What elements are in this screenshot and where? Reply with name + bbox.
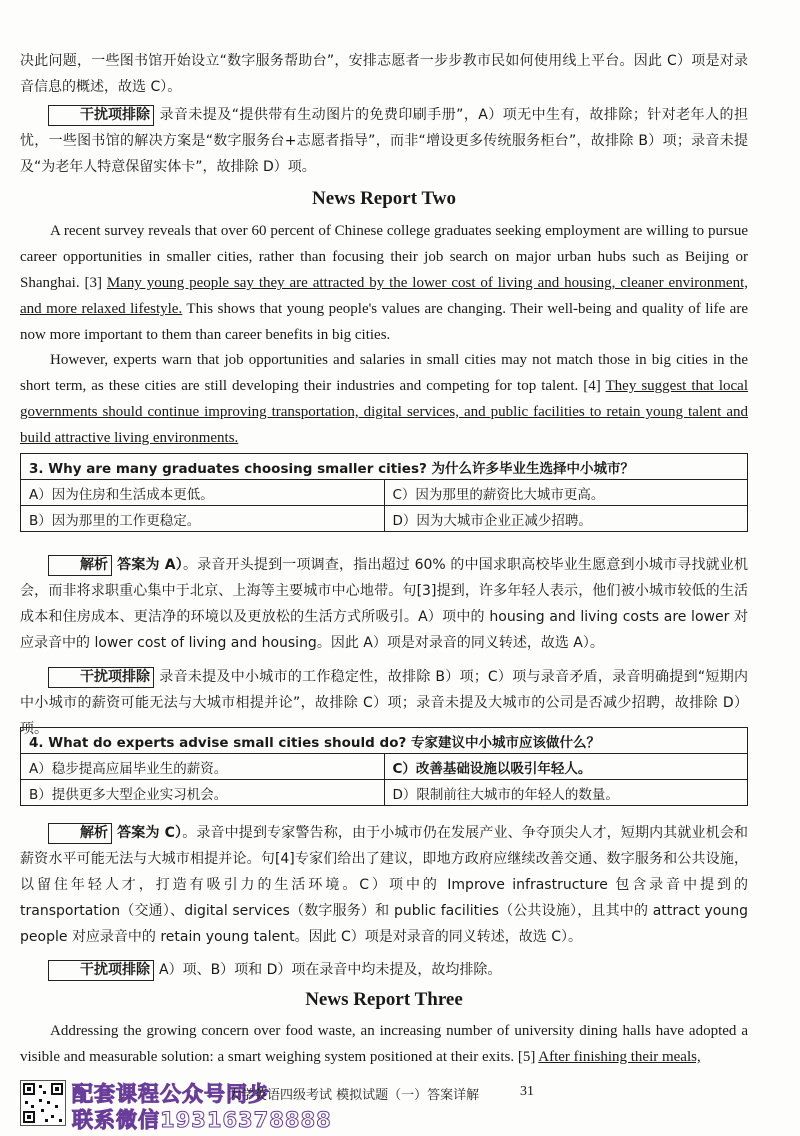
- intro-text: 决此问题，一些图书馆开始设立“数字服务帮助台”，安排志愿者一步步教市民如何使用线上平台。因此 C）项是对录音信息的概述，故选 C）。: [20, 53, 748, 95]
- r3-text-a: Addressing the growing concern over food waste, an increasing number of university dining halls have adopted a visible and measurable solution: a smart weighing system positioned at their exits.: [20, 1023, 748, 1065]
- report-two-paragraph-2: [20, 347, 748, 451]
- q3-analysis-text: 。录音开头提到一项调查，指出超过 60% 的中国求职高校毕业生愿意到小城市寻找就业机会，而非将求职重心集中于北京、上海等主要城市中心地带。句[3]提到，许多年轻人表示，他们被小城市较低的生活成本和住房成本、更洁净的环境以及更放松的生活方式所吸引。A）项中的 housing and living costs are lower 对应录音中的 lower cost of living and housing。因此 A）项是对录音的同义转述，故选 A）。: [20, 557, 748, 651]
- analysis-tag: 解析: [48, 555, 112, 576]
- question-4-table: [20, 727, 748, 806]
- analysis-tag: 解析: [48, 823, 112, 844]
- p1-text-a: A recent survey reveals that over 60 percent of Chinese college graduates seeking employment are willing to pursue career opportunities in smaller cities, rather than focusing their job search on major urban hubs such as Beijing or Shanghai.: [20, 223, 748, 291]
- question-4-stem: 4. What do experts advise small cities should do? 专家建议中小城市应该做什么？: [21, 728, 748, 754]
- q3-option-c: C）因为那里的薪资比大城市更高。: [384, 480, 748, 506]
- q4-distractor-text: A）项、B）项和 D）项在录音中均未提及，故均排除。: [159, 962, 502, 978]
- page-number: 31: [520, 1084, 534, 1099]
- underlined-sentence-3: Many young people say they are attracted by the lower cost of living and housing, cleaner environment, and more relaxed lifestyle.: [20, 275, 749, 317]
- underlined-sentence-4: They suggest that local governments should continue improving transportation, digital services, and public facilities to retain young talent and build attractive living environments.: [20, 378, 748, 446]
- intro-paragraph: [20, 48, 748, 100]
- report-two-paragraph-1: [20, 218, 748, 348]
- p2-text-a: However, experts warn that job opportunities and salaries in small cities may not match those in big cities in the short term, as these cities are still developing their industries and competing for top talent.: [20, 352, 748, 394]
- qr-code-icon: [20, 1080, 66, 1126]
- q3-option-b: B）因为那里的工作更稳定。: [21, 506, 385, 532]
- q4-option-b: B）提供更多大型企业实习机会。: [21, 780, 385, 806]
- report-three-title: News Report Three: [305, 989, 463, 1010]
- report-three-paragraph-1: [20, 1018, 748, 1070]
- promo-line-2: 联系微信19316378888: [72, 1108, 332, 1132]
- q4-option-c: C）改善基础设施以吸引年轻人。: [384, 754, 748, 780]
- q4-option-a: A）稳步提高应届毕业生的薪资。: [21, 754, 385, 780]
- underlined-sentence-5: After finishing their meals,: [538, 1049, 701, 1065]
- q3-option-d: D）因为大城市企业正减少招聘。: [384, 506, 748, 532]
- q4-analysis-text: 。录音中提到专家警告称，由于小城市仍在发展产业、争夺顶尖人才，短期内其就业机会和薪资水平可能无法与大城市相提并论。句[4]专家们给出了建议，即地方政府应继续改善交通、数字服务和公共设施，以留住年轻人才，打造有吸引力的生活环境。C）项中的 Improve infrastructure 包含录音中提到的 transportation（交通）、digital services（数字服务）和 public facilities（公共设施），且其中的 attract young people 对应录音中的 retain young talent。因此 C）项是对录音的同义转述，故选 C）。: [20, 825, 749, 945]
- distractor-tag: 干扰项排除: [48, 667, 154, 688]
- distractor-text: 录音未提及“提供带有生动图片的免费印刷手册”，A）项无中生有，故排除；针对老年人的担忧，一些图书馆的解决方案是“数字服务台+志愿者指导”，而非“增设更多传统服务柜台”，故排除 B）项；录音未提及“为老年人特意保留实体卡”，故排除 D）项。: [20, 107, 748, 175]
- p1-text-b: This shows that young people's values are changing. Their well-being and quality of life are now more important to them than career benefits in big cities.: [20, 301, 748, 343]
- question-3-stem: 3. Why are many graduates choosing smaller cities? 为什么许多毕业生选择中小城市？: [21, 454, 748, 480]
- distractor-tag: 干扰项排除: [48, 105, 154, 126]
- q4-analysis: [20, 820, 748, 950]
- report-two-title: News Report Two: [312, 188, 456, 209]
- q4-answer: 答案为 C）: [117, 825, 183, 841]
- distractor-tag: 干扰项排除: [48, 960, 154, 981]
- promo-line-1: 配套课程公众号同步: [72, 1082, 270, 1106]
- sentence-marker-4: [4]: [583, 378, 601, 394]
- q3-analysis: [20, 552, 748, 656]
- sentence-marker-5: [5]: [517, 1049, 536, 1065]
- q3-answer: 答案为 A）: [117, 557, 183, 573]
- q4-distractors: [20, 957, 748, 983]
- q3-distractor-text: 录音未提及中小城市的工作稳定性，故排除 B）项；C）项与录音矛盾，录音明确提到“短期内中小城市的薪资可能无法与大城市相提并论”，故排除 C）项；录音未提及大城市的公司是否减少招聘，故排除 D）项。: [20, 669, 748, 737]
- distractor-1: [20, 102, 748, 180]
- q3-option-a: A）因为住房和生活成本更低。: [21, 480, 385, 506]
- question-3-table: [20, 453, 748, 532]
- page-footer: [0, 1078, 800, 1136]
- q4-option-d: D）限制前往大城市的年轻人的数量。: [384, 780, 748, 806]
- sentence-marker-3: [3]: [84, 275, 102, 291]
- running-footer: 大学英语四级考试 模拟试题（一）答案详解: [228, 1088, 480, 1103]
